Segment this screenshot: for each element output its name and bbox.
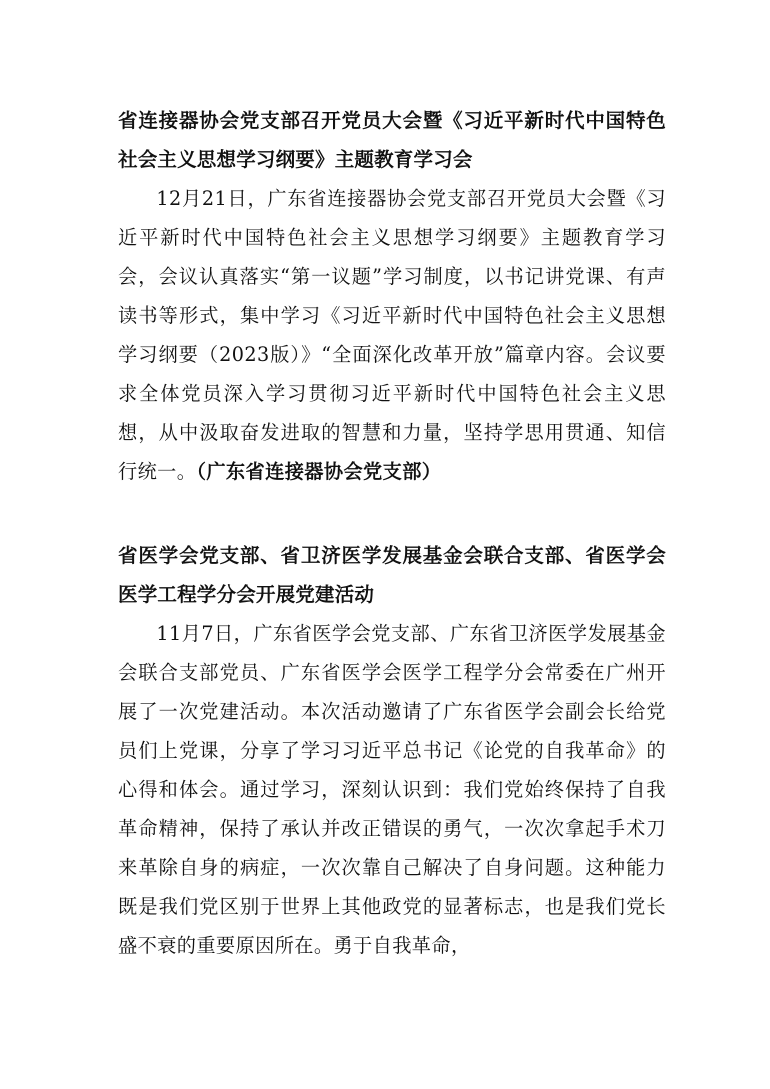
news-body-text: 11月7日，广东省医学会党支部、广东省卫济医学发展基金会联合支部党员、广东省医学会医学工程学分会常委在广州开展了一次党建活动。本次活动邀请了广东省医学会副会长给党员们上党课，分享了学习习近平总书记《论党的自我革命》的心得和体会。通过学习，深刻认识到：我们党始终保持了自我革命精神，保持了承认并改正错误的勇气，一次次拿起手术刀来革除自身的病症，一次次靠自己解决了自身问题。这种能力既是我们党区别于世界上其他政党的显著标志，也是我们党长盛不衰的重要原因所在。勇于自我革命， (118, 622, 666, 957)
news-item-connector-association (118, 101, 666, 491)
news-title: 省连接器协会党支部召开党员大会暨《习近平新时代中国特色社会主义思想学习纲要》主题教育学习会 (118, 109, 666, 171)
news-source: （广东省连接器协会党支部） (196, 460, 442, 483)
news-body (118, 614, 666, 965)
news-body-text: 12月21日，广东省连接器协会党支部召开党员大会暨《习近平新时代中国特色社会主义思想学习纲要》主题教育学习会，会议认真落实“第一议题”学习制度，以书记讲党课、有声读书等形式，集中学习《习近平新时代中国特色社会主义思想学习纲要（2023版）》“全面深化改革开放”篇章内容。会议要求全体党员深入学习贯彻习近平新时代中国特色社会主义思想，从中汲取奋发进取的智慧和力量，坚持学思用贯通、知信行统一。 (118, 187, 666, 483)
news-title: 省医学会党支部、省卫济医学发展基金会联合支部、省医学会医学工程学分会开展党建活动 (118, 544, 666, 606)
news-body (118, 179, 666, 491)
news-item-medical-association (118, 536, 666, 965)
